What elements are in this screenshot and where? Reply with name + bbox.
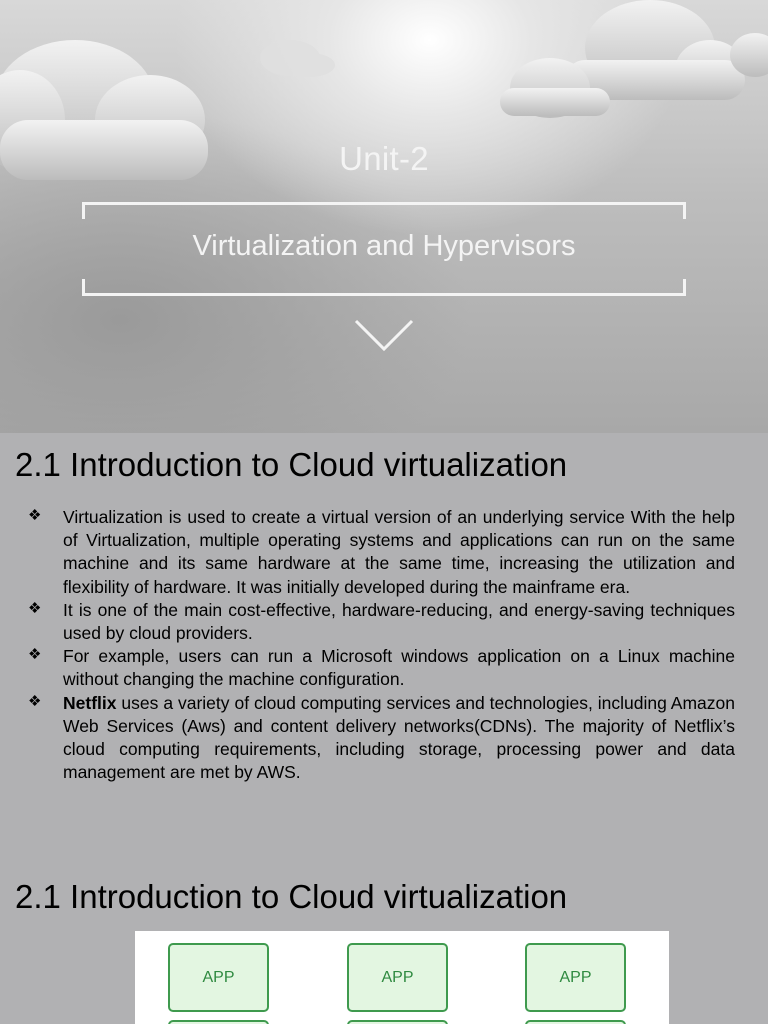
diamond-bullet-icon: ❖ (28, 692, 42, 710)
os-box (168, 1020, 269, 1024)
cloud-small (260, 40, 335, 77)
bullet-text: For example, users can run a Microsoft windows application on a Linux machine without changing the machine configuration. (63, 646, 735, 690)
bullet-text: It is one of the main cost-effective, hardware-reducing, and energy-saving techniques used by cloud providers. (63, 599, 735, 644)
list-item (28, 692, 735, 785)
app-box: APP (525, 943, 626, 1012)
list-item (28, 599, 735, 645)
diamond-bullet-icon: ❖ (28, 599, 42, 617)
diamond-bullet-icon: ❖ (28, 646, 42, 664)
list-item (28, 506, 735, 599)
title-slide (0, 0, 768, 433)
bullet-bold-term: Netflix (63, 692, 117, 713)
cloud-right (500, 0, 768, 118)
list-item (28, 645, 735, 691)
unit-title: Unit-2 (339, 140, 429, 177)
app-box: APP (347, 943, 448, 1012)
bullet-text: uses a variety of cloud computing services and technologies, including Amazon Web Services (Aws) and content delivery networks(CDNs). The majority of Netflix’s cloud computing requirements, including storage, processing power and data management are met by AWS. (63, 692, 735, 783)
bullet-text: Virtualization is used to create a virtual version of an underlying service With the help of Virtualization, multiple operating systems and applications can run on the same machine and its same hardware at the same time, increasing the utilization and flexibility of hardware. It was initially developed during the mainframe era. (63, 507, 735, 597)
section-heading: 2.1 Introduction to Cloud virtualization (15, 878, 568, 915)
section-heading: 2.1 Introduction to Cloud virtualization (15, 446, 568, 483)
chevron-down-icon (354, 318, 414, 352)
virtualization-diagram (135, 931, 669, 1024)
os-box (525, 1020, 626, 1024)
slide-subtitle: Virtualization and Hypervisors (192, 230, 576, 262)
bullet-list (28, 506, 735, 784)
diamond-bullet-icon: ❖ (28, 507, 42, 524)
os-box (347, 1020, 448, 1024)
app-box: APP (168, 943, 269, 1012)
subtitle-frame (82, 202, 686, 296)
